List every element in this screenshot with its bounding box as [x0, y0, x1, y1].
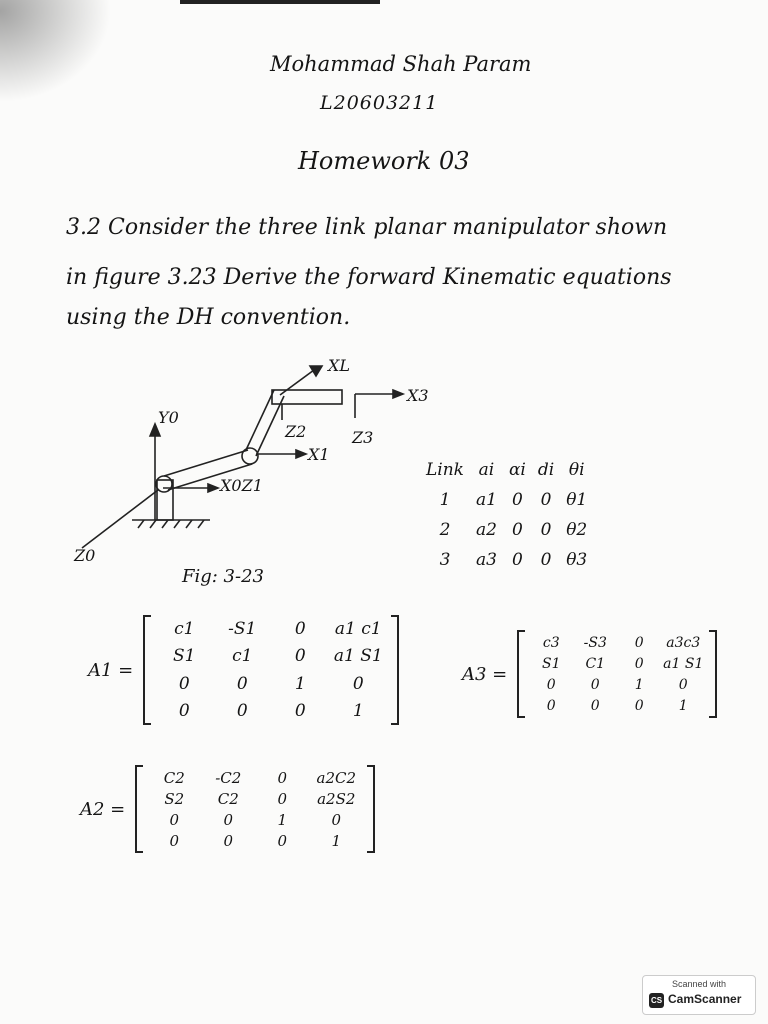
matrix-cell: 0	[634, 634, 644, 651]
matrix-cell: c1	[232, 646, 253, 667]
matrix-a1-name: A1 =	[88, 659, 134, 681]
matrix-cell: 0	[294, 701, 306, 722]
student-id: L20603211	[320, 92, 439, 114]
matrix-a3-name: A3 =	[462, 663, 508, 685]
matrix-cell: 0	[169, 810, 180, 829]
label-z0: Z0	[74, 546, 96, 565]
matrix-a3-body	[517, 630, 717, 718]
matrix-a2	[80, 765, 375, 853]
matrix-cell: 0	[169, 831, 180, 850]
matrix-cell: 0	[277, 789, 288, 808]
table-cell: 3	[439, 550, 451, 570]
matrix-cell: 0	[236, 701, 248, 722]
label-z3: Z3	[352, 428, 374, 447]
matrix-a3	[462, 630, 717, 718]
matrix-cell: 0	[294, 618, 306, 639]
camscanner-watermark	[642, 975, 756, 1015]
matrix-cell: 1	[331, 831, 342, 850]
matrix-cell: 1	[294, 673, 306, 694]
table-header-row	[420, 455, 593, 485]
matrix-cell: C2	[163, 768, 185, 787]
question-line-2: in figure 3.23 Derive the forward Kinematic equations	[66, 265, 672, 290]
manipulator-figure	[60, 350, 450, 580]
matrix-cell: -S1	[228, 618, 257, 639]
matrix-a2-body	[135, 765, 375, 853]
table-cell: 2	[439, 520, 451, 540]
matrix-cell: a2S2	[317, 789, 356, 808]
matrix-cell: S1	[173, 646, 196, 667]
matrix-a2-name: A2 =	[80, 798, 126, 820]
scan-edge	[180, 0, 380, 4]
matrix-cell: 0	[294, 646, 306, 667]
table-cell: a2	[475, 520, 497, 540]
dh-parameter-table	[420, 455, 593, 575]
header-cell: Link	[426, 460, 464, 480]
table-cell: θ1	[566, 490, 588, 510]
watermark-brand: CamScanner	[668, 992, 742, 1006]
matrix-cell: 0	[277, 831, 288, 850]
matrix-cell: a3c3	[666, 634, 701, 651]
table-row	[420, 545, 593, 575]
matrix-cell: a1 S1	[333, 646, 383, 667]
matrix-cell: 0	[178, 701, 190, 722]
matrix-cell: 0	[546, 676, 556, 693]
camscanner-logo-icon: CS	[649, 993, 664, 1008]
matrix-cell: -S3	[583, 634, 607, 651]
manipulator-drawing	[60, 350, 450, 580]
page-title: Homework 03	[298, 147, 470, 175]
matrix-cell: 0	[331, 810, 342, 829]
matrix-cell: c3	[542, 634, 560, 651]
header-cell: di	[537, 460, 555, 480]
matrix-cell: 1	[634, 676, 644, 693]
matrix-cell: a1 S1	[663, 655, 704, 672]
matrix-cell: 0	[178, 673, 190, 694]
label-x3: X3	[407, 386, 429, 405]
question-line-1: 3.2 Consider the three link planar manipulator shown	[66, 215, 668, 240]
matrix-cell: 0	[223, 831, 234, 850]
label-xl: XL	[328, 356, 351, 375]
matrix-cell: a2C2	[316, 768, 357, 787]
matrix-cell: 1	[678, 697, 688, 714]
matrix-cell: 0	[546, 697, 556, 714]
matrix-cell: 1	[277, 810, 288, 829]
table-row	[420, 485, 593, 515]
table-cell: 1	[439, 490, 451, 510]
label-z2: Z2	[285, 422, 307, 441]
matrix-cell: C1	[585, 655, 606, 672]
matrix-cell: S2	[164, 789, 185, 808]
label-y0: Y0	[158, 408, 179, 427]
matrix-a1	[88, 615, 399, 725]
matrix-cell: 0	[223, 810, 234, 829]
matrix-cell: 0	[590, 676, 600, 693]
matrix-cell: 1	[352, 701, 364, 722]
table-cell: 0	[511, 550, 523, 570]
matrix-cell: 0	[277, 768, 288, 787]
watermark-caption: Scanned with	[671, 979, 727, 989]
student-name: Mohammad Shah Param	[270, 52, 532, 76]
matrix-cell: 0	[634, 697, 644, 714]
table-cell: 0	[540, 490, 552, 510]
matrix-cell: C2	[217, 789, 239, 808]
matrix-cell: 0	[352, 673, 364, 694]
table-cell: a3	[475, 550, 497, 570]
scan-shadow	[0, 0, 120, 110]
header-cell: θi	[568, 460, 585, 480]
table-cell: a1	[475, 490, 497, 510]
table-cell: 0	[540, 550, 552, 570]
label-x0z1: X0Z1	[220, 476, 263, 495]
matrix-cell: c1	[174, 618, 195, 639]
matrix-cell: -C2	[215, 768, 242, 787]
question-line-3: using the DH convention.	[66, 305, 351, 330]
header-cell: ai	[478, 460, 495, 480]
matrix-cell: 0	[236, 673, 248, 694]
table-cell: 0	[511, 490, 523, 510]
table-cell: 0	[511, 520, 523, 540]
matrix-cell: a1 c1	[334, 618, 382, 639]
matrix-a1-body	[143, 615, 399, 725]
table-row	[420, 515, 593, 545]
table-cell: 0	[540, 520, 552, 540]
table-cell: θ2	[566, 520, 588, 540]
matrix-cell: 0	[634, 655, 644, 672]
matrix-cell: 0	[678, 676, 688, 693]
matrix-cell: S1	[542, 655, 561, 672]
figure-caption: Fig: 3-23	[182, 566, 264, 587]
table-cell: θ3	[566, 550, 588, 570]
label-x1: X1	[308, 445, 330, 464]
matrix-cell: 0	[590, 697, 600, 714]
header-cell: αi	[508, 460, 526, 480]
